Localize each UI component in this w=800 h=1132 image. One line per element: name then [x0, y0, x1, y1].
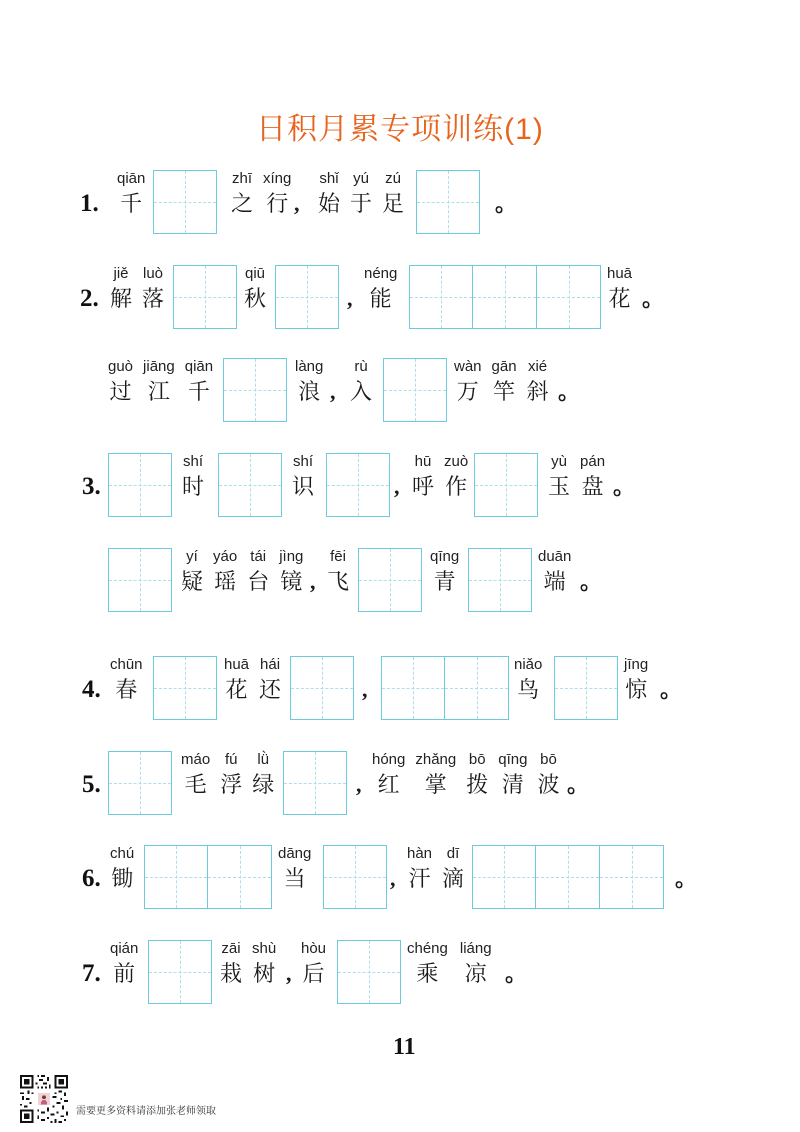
grid-cell: [326, 453, 390, 517]
writing-grid: [290, 656, 354, 720]
word-group: [607, 265, 632, 311]
pinyin: yú: [353, 170, 369, 187]
hanzi: 还: [259, 677, 282, 702]
pinyin: yáo: [213, 548, 238, 565]
hanzi: 时: [182, 474, 205, 499]
punctuation: ,: [362, 677, 368, 702]
writing-grid: [358, 548, 422, 612]
hanzi: 瑶: [214, 569, 237, 594]
syllable: [259, 656, 281, 702]
pinyin: zú: [385, 170, 401, 187]
syllable: [292, 453, 314, 499]
syllable: [548, 453, 570, 499]
syllable: [252, 751, 274, 797]
word-group: [514, 656, 542, 702]
hanzi: 惊: [625, 677, 648, 702]
hanzi: 千: [120, 191, 143, 216]
word-group: [110, 940, 138, 986]
word-group: [117, 170, 145, 216]
hanzi: 汗: [408, 866, 431, 891]
pinyin: jìng: [279, 548, 304, 565]
grid-cell: [144, 845, 208, 909]
syllable: [382, 170, 404, 216]
syllable: [213, 548, 237, 594]
punctuation: ,: [294, 191, 300, 216]
writing-grid: [472, 845, 664, 909]
word-group: [318, 170, 404, 216]
punctuation: ,: [394, 474, 400, 499]
syllable: [142, 265, 164, 311]
hanzi: 落: [142, 286, 165, 311]
syllable: [407, 845, 432, 891]
grid-cell: [218, 453, 282, 517]
word-group: [364, 265, 397, 311]
writing-grid: [144, 845, 272, 909]
syllable: [244, 265, 266, 311]
syllable: [181, 751, 210, 797]
pinyin: zāi: [221, 940, 241, 957]
grid-cell: [208, 845, 272, 909]
grid-cell: [153, 656, 217, 720]
grid-cell: [445, 656, 509, 720]
syllable: [498, 751, 527, 797]
syllable: [110, 845, 134, 891]
word-group: [624, 656, 648, 702]
syllable: [466, 751, 488, 797]
syllable: [220, 751, 242, 797]
writing-grid: [323, 845, 387, 909]
punctuation: ,: [286, 961, 292, 986]
syllable: [492, 358, 517, 404]
syllable: [117, 170, 145, 216]
syllable: [185, 358, 213, 404]
hanzi: 识: [292, 474, 315, 499]
page-number: 11: [393, 1034, 416, 1060]
hanzi: 能: [369, 286, 392, 311]
word-group: [327, 548, 349, 594]
hanzi: 树: [253, 961, 276, 986]
pinyin: chú: [110, 845, 135, 862]
syllable: [110, 940, 138, 986]
grid-cell: [537, 265, 601, 329]
hanzi: 呼: [412, 474, 435, 499]
hanzi: 鸟: [517, 677, 540, 702]
hanzi: 波: [537, 772, 560, 797]
syllable: [460, 940, 492, 986]
hanzi: 清: [501, 772, 524, 797]
grid-cell: [108, 548, 172, 612]
question-number: 3.: [82, 473, 101, 500]
pinyin: qiān: [117, 170, 146, 187]
pinyin: jiě: [113, 265, 129, 282]
punctuation: 。: [660, 677, 683, 702]
syllable: [538, 548, 571, 594]
question-number: 6.: [82, 865, 101, 892]
writing-grid: [326, 453, 390, 517]
syllable: [182, 453, 204, 499]
syllable: [607, 265, 632, 311]
hanzi: 竿: [493, 379, 516, 404]
syllable: [407, 940, 448, 986]
pinyin: luò: [143, 265, 164, 282]
writing-grid: [554, 656, 618, 720]
word-group: [454, 358, 549, 404]
syllable: [624, 656, 648, 702]
writing-grid: [474, 453, 538, 517]
punctuation: 。: [675, 866, 698, 891]
question-row-2: [0, 265, 800, 329]
hanzi: 浪: [298, 379, 321, 404]
question-row-5: [0, 751, 800, 815]
writing-grid: [409, 265, 601, 329]
hanzi: 前: [113, 961, 136, 986]
hanzi: 红: [377, 772, 400, 797]
syllable: [537, 751, 559, 797]
pinyin: shí: [293, 453, 314, 470]
syllable: [301, 940, 326, 986]
question-row-1: [0, 170, 800, 234]
footer-note: 需要更多资料请添加张老师领取: [76, 1106, 216, 1117]
syllable: [278, 845, 311, 891]
punctuation: ,: [347, 286, 353, 311]
hanzi: 后: [302, 961, 325, 986]
hanzi: 秋: [244, 286, 267, 311]
syllable: [252, 940, 276, 986]
pinyin: xié: [527, 358, 548, 375]
syllable: [350, 358, 372, 404]
hanzi: 青: [433, 569, 456, 594]
question-row-2b: [0, 358, 800, 422]
hanzi: 于: [350, 191, 373, 216]
word-group: [430, 548, 459, 594]
word-group: [295, 358, 323, 404]
syllable: [110, 656, 143, 702]
syllable: [350, 170, 372, 216]
hanzi: 解: [110, 286, 133, 311]
grid-cell: [148, 940, 212, 1004]
syllable: [327, 548, 349, 594]
pinyin: qīng: [498, 751, 528, 768]
pinyin: hóng: [372, 751, 406, 768]
writing-grid: [218, 453, 282, 517]
writing-grid: [173, 265, 237, 329]
word-group: [181, 548, 303, 594]
syllable: [220, 940, 242, 986]
writing-grid: [153, 170, 217, 234]
syllable: [108, 358, 133, 404]
hanzi: 绿: [252, 772, 275, 797]
pinyin: néng: [364, 265, 398, 282]
writing-grid: [148, 940, 212, 1004]
hanzi: 端: [543, 569, 566, 594]
pinyin: shí: [183, 453, 204, 470]
grid-cell: [323, 845, 387, 909]
grid-cell: [358, 548, 422, 612]
word-group: [110, 265, 164, 311]
pinyin: guò: [108, 358, 134, 375]
grid-cell: [536, 845, 600, 909]
word-group: [220, 940, 276, 986]
pinyin: liáng: [459, 940, 492, 957]
grid-cell: [554, 656, 618, 720]
pinyin: huā: [224, 656, 250, 673]
hanzi: 凉: [464, 961, 487, 986]
writing-grid: [383, 358, 447, 422]
grid-cell: [416, 170, 480, 234]
syllable: [279, 548, 303, 594]
word-group: [350, 358, 372, 404]
punctuation: ,: [390, 866, 396, 891]
syllable: [442, 845, 464, 891]
syllable: [181, 548, 203, 594]
word-group: [244, 265, 266, 311]
writing-grid: [283, 751, 347, 815]
grid-cell: [108, 751, 172, 815]
syllable: [231, 170, 253, 216]
hanzi: 作: [445, 474, 468, 499]
hanzi: 盘: [581, 474, 604, 499]
word-group: [278, 845, 311, 891]
writing-grid: [381, 656, 509, 720]
grid-cell: [473, 265, 537, 329]
hanzi: 斜: [526, 379, 549, 404]
pinyin: qián: [110, 940, 139, 957]
grid-cell: [472, 845, 536, 909]
syllable: [415, 751, 456, 797]
punctuation: 。: [505, 961, 528, 986]
pinyin: shǐ: [319, 170, 339, 187]
pinyin: làng: [295, 358, 324, 375]
pinyin: lǜ: [257, 751, 270, 768]
pinyin: bō: [468, 751, 486, 768]
pinyin: fú: [224, 751, 238, 768]
hanzi: 滴: [442, 866, 465, 891]
pinyin: shù: [252, 940, 277, 957]
pinyin: chūn: [110, 656, 143, 673]
word-group: [110, 845, 134, 891]
hanzi: 行: [266, 191, 289, 216]
pinyin: xíng: [263, 170, 292, 187]
pinyin: jiāng: [143, 358, 175, 375]
grid-cell: [153, 170, 217, 234]
punctuation: 。: [567, 772, 590, 797]
pinyin: wàn: [454, 358, 482, 375]
syllable: [247, 548, 269, 594]
writing-grid: [153, 656, 217, 720]
syllable: [454, 358, 482, 404]
hanzi: 江: [147, 379, 170, 404]
hanzi: 万: [456, 379, 479, 404]
hanzi: 花: [608, 286, 631, 311]
question-row-3b: [0, 548, 800, 612]
word-group: [224, 656, 281, 702]
pinyin: tái: [250, 548, 267, 565]
grid-cell: [337, 940, 401, 1004]
word-group: [110, 656, 143, 702]
syllable: [224, 656, 249, 702]
syllable: [263, 170, 291, 216]
pinyin: hàn: [407, 845, 433, 862]
punctuation: 。: [558, 379, 581, 404]
hanzi: 镜: [280, 569, 303, 594]
pinyin: niǎo: [514, 656, 543, 673]
pinyin: gān: [491, 358, 517, 375]
syllable: [580, 453, 605, 499]
pinyin: zhī: [232, 170, 253, 187]
hanzi: 始: [318, 191, 341, 216]
pinyin: rù: [354, 358, 368, 375]
syllable: [527, 358, 549, 404]
pinyin: yù: [551, 453, 567, 470]
pinyin: pán: [580, 453, 606, 470]
syllable: [444, 453, 468, 499]
question-row-3: [0, 453, 800, 517]
writing-grid: [416, 170, 480, 234]
syllable: [430, 548, 459, 594]
pinyin: zuò: [444, 453, 469, 470]
pinyin: bō: [540, 751, 557, 768]
syllable: [514, 656, 542, 702]
grid-cell: [468, 548, 532, 612]
word-group: [108, 358, 213, 404]
writing-grid: [223, 358, 287, 422]
grid-cell: [290, 656, 354, 720]
punctuation: 。: [580, 569, 603, 594]
word-group: [231, 170, 291, 216]
grid-cell: [409, 265, 473, 329]
pinyin: jīng: [624, 656, 649, 673]
word-group: [407, 845, 464, 891]
pinyin: fēi: [330, 548, 346, 565]
syllable: [412, 453, 434, 499]
word-group: [182, 453, 204, 499]
grid-cell: [108, 453, 172, 517]
question-number: 4.: [82, 676, 101, 703]
hanzi: 栽: [220, 961, 243, 986]
grid-cell: [474, 453, 538, 517]
page-title: 日积月累专项训练(1): [256, 113, 544, 146]
question-number: 7.: [82, 960, 101, 987]
hanzi: 足: [382, 191, 405, 216]
writing-grid: [275, 265, 339, 329]
pinyin: qīng: [430, 548, 460, 565]
punctuation: 。: [642, 286, 665, 311]
word-group: [407, 940, 492, 986]
hanzi: 锄: [111, 866, 134, 891]
question-number: 1.: [80, 190, 99, 217]
hanzi: 过: [109, 379, 132, 404]
qr-code-image: [20, 1075, 68, 1123]
hanzi: 玉: [548, 474, 571, 499]
syllable: [318, 170, 340, 216]
hanzi: 之: [231, 191, 254, 216]
grid-cell: [600, 845, 664, 909]
pinyin: zhǎng: [415, 751, 457, 768]
word-group: [181, 751, 274, 797]
pinyin: qiū: [244, 265, 266, 282]
grid-cell: [275, 265, 339, 329]
question-row-4: [0, 656, 800, 720]
word-group: [301, 940, 326, 986]
grid-cell: [283, 751, 347, 815]
question-number: 2.: [80, 285, 99, 312]
hanzi: 拨: [466, 772, 489, 797]
hanzi: 入: [350, 379, 373, 404]
pinyin: dī: [446, 845, 460, 862]
pinyin: huā: [607, 265, 633, 282]
writing-grid: [108, 751, 172, 815]
punctuation: 。: [613, 474, 636, 499]
pinyin: máo: [181, 751, 211, 768]
pinyin: hū: [414, 453, 432, 470]
pinyin: qiān: [184, 358, 214, 375]
pinyin: yí: [186, 548, 198, 565]
hanzi: 台: [247, 569, 270, 594]
punctuation: ,: [310, 569, 316, 594]
pinyin: duān: [538, 548, 572, 565]
pinyin: dāng: [278, 845, 312, 862]
hanzi: 毛: [184, 772, 207, 797]
hanzi: 飞: [327, 569, 350, 594]
hanzi: 掌: [424, 772, 447, 797]
grid-cell: [173, 265, 237, 329]
writing-grid: [108, 548, 172, 612]
syllable: [372, 751, 405, 797]
pinyin: chéng: [407, 940, 448, 957]
punctuation: ,: [330, 379, 336, 404]
syllable: [295, 358, 323, 404]
grid-cell: [223, 358, 287, 422]
writing-grid: [468, 548, 532, 612]
word-group: [372, 751, 559, 797]
writing-grid: [337, 940, 401, 1004]
syllable: [110, 265, 132, 311]
hanzi: 当: [283, 866, 306, 891]
writing-grid: [108, 453, 172, 517]
hanzi: 春: [115, 677, 138, 702]
question-number: 5.: [82, 771, 101, 798]
word-group: [538, 548, 571, 594]
pinyin: hái: [260, 656, 281, 673]
hanzi: 浮: [220, 772, 243, 797]
word-group: [412, 453, 468, 499]
hanzi: 乘: [416, 961, 439, 986]
syllable: [143, 358, 175, 404]
punctuation: ,: [356, 772, 362, 797]
grid-cell: [383, 358, 447, 422]
syllable: [364, 265, 397, 311]
punctuation: 。: [495, 191, 518, 216]
grid-cell: [381, 656, 445, 720]
hanzi: 花: [225, 677, 248, 702]
word-group: [548, 453, 605, 499]
question-row-7: [0, 940, 800, 1004]
hanzi: 疑: [181, 569, 204, 594]
pinyin: hòu: [301, 940, 327, 957]
question-row-6: [0, 845, 800, 909]
word-group: [292, 453, 314, 499]
hanzi: 千: [187, 379, 210, 404]
